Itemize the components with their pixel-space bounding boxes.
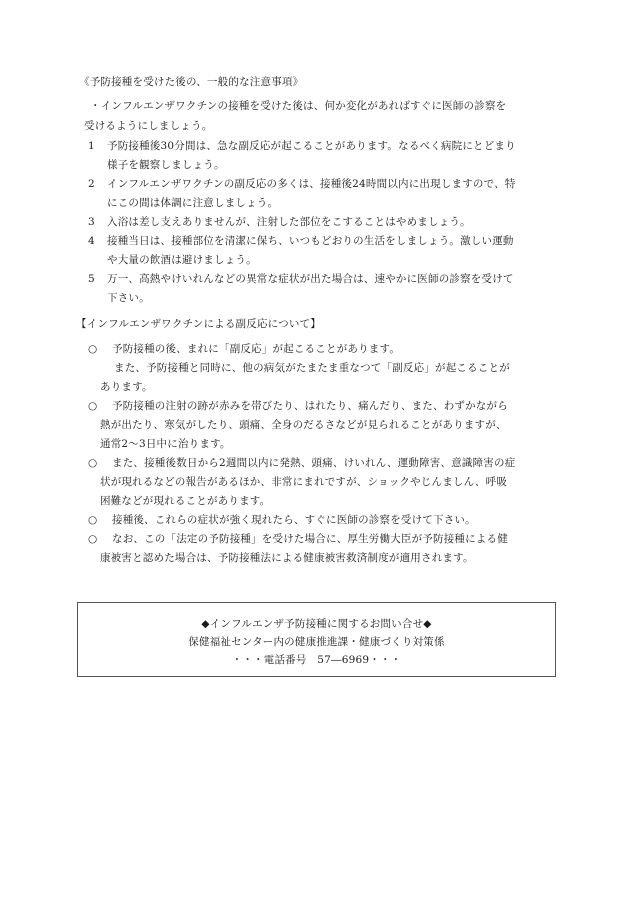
circle-bullet: ○: [88, 533, 98, 545]
numbered-item-3: [88, 213, 558, 232]
contact-department: 保健福祉センター内の健康推進課・健康づくり対策係: [188, 636, 445, 648]
side-effect-item-4: [88, 511, 563, 530]
item-line-1: 接種当日は、接種部位を清潔に保ち、いつもどおりの生活をしましょう。激しい運動: [107, 235, 514, 247]
item-line-1: 万一、高熱やけいれんなどの異常な症状が出た場合は、速やかに医師の診察を受けて: [107, 273, 514, 285]
numbered-item-5: [88, 270, 558, 308]
item-line-2: 熱が出たり、寒気がしたり、頭痛、全身のだるさなどが見られることがありますが、: [100, 419, 507, 431]
section1-title: 《予防接種を受けた後の、一般的な注意事項》: [79, 76, 304, 88]
numbered-item-4: [88, 232, 558, 270]
intro-line-2: 受けるようにしましょう。: [84, 120, 213, 132]
item-number: 2: [88, 178, 95, 190]
item-number: 5: [88, 273, 95, 285]
item-line-3: 通常2〜3日中に治ります。: [100, 438, 231, 450]
item-line-1: 予防接種の注射の跡が赤みを帯びたり、はれたり、痛んだり、また、わずかながら: [112, 400, 508, 412]
item-line-2: 様子を観察しましょう。: [107, 159, 225, 171]
side-effect-item-5: [88, 530, 563, 568]
circle-bullet: ○: [88, 400, 98, 412]
contact-phone: ・・・電話番号 57―6969・・・: [231, 654, 402, 666]
side-effect-item-2: [88, 397, 563, 454]
section2-title: 【インフルエンザワクチンによる副反応について】: [76, 318, 321, 330]
item-line-1: なお、この「法定の予防接種」を受けた場合に、厚生労働大臣が予防接種による健: [112, 533, 508, 545]
item-line-2: や大量の飲酒は避けましょう。: [107, 254, 257, 266]
item-line-2: また、予防接種と同時に、他の病気がたまたま重なつて「副反応」が起こることが: [114, 362, 510, 374]
item-line-1: インフルエンザワクチンの副反応の多くは、接種後24時間以内に出現しますので、特: [107, 178, 516, 190]
item-number: 3: [88, 216, 95, 228]
item-line-2: 状が現れるなどの報告があるほか、非常にまれですが、ショックやじんましん、呼吸: [100, 476, 508, 488]
item-line-2: 康被害と認めた場合は、予防接種法による健康被害救済制度が適用されます。: [100, 552, 474, 564]
item-line-1: また、接種後数日から2週間以内に発熱、頭痛、けいれん、運動障害、意識障害の症: [112, 457, 516, 469]
intro-line-1: ・インフルエンザワクチンの接種を受けた後は、何か変化があればすぐに医師の診察を: [90, 100, 507, 112]
item-line-2: 下さい。: [107, 292, 150, 304]
item-number: 4: [88, 235, 95, 247]
circle-bullet: ○: [88, 457, 98, 469]
circle-bullet: ○: [88, 514, 98, 526]
side-effect-item-3: [88, 454, 563, 511]
numbered-item-2: [88, 175, 558, 213]
item-line-1: 予防接種後30分間は、急な副反応が起こることがあります。なるべく病院にとどまり: [107, 140, 516, 152]
numbered-item-1: [88, 137, 558, 175]
intro-bullet: [84, 96, 560, 136]
contact-box: [77, 602, 556, 677]
circle-bullet: ○: [88, 343, 98, 355]
item-number: 1: [88, 140, 95, 152]
item-line-1: 接種後、これらの症状が強く現れたら、すぐに医師の診察を受けて下さい。: [112, 514, 476, 526]
side-effect-item-1: [88, 340, 563, 397]
item-line-1: 入浴は差し支えありませんが、注射した部位をこすることはやめましょう。: [107, 216, 471, 228]
item-line-1: 予防接種の後、まれに「副反応」が起こることがあります。: [112, 343, 401, 355]
item-line-3: あります。: [100, 381, 153, 393]
item-line-2: にこの間は体調に注意しましょう。: [107, 197, 279, 209]
item-line-3: 困難などが現れることがあります。: [100, 495, 271, 507]
contact-title: ◆インフルエンザ予防接種に関するお問い合せ◆: [201, 618, 432, 630]
